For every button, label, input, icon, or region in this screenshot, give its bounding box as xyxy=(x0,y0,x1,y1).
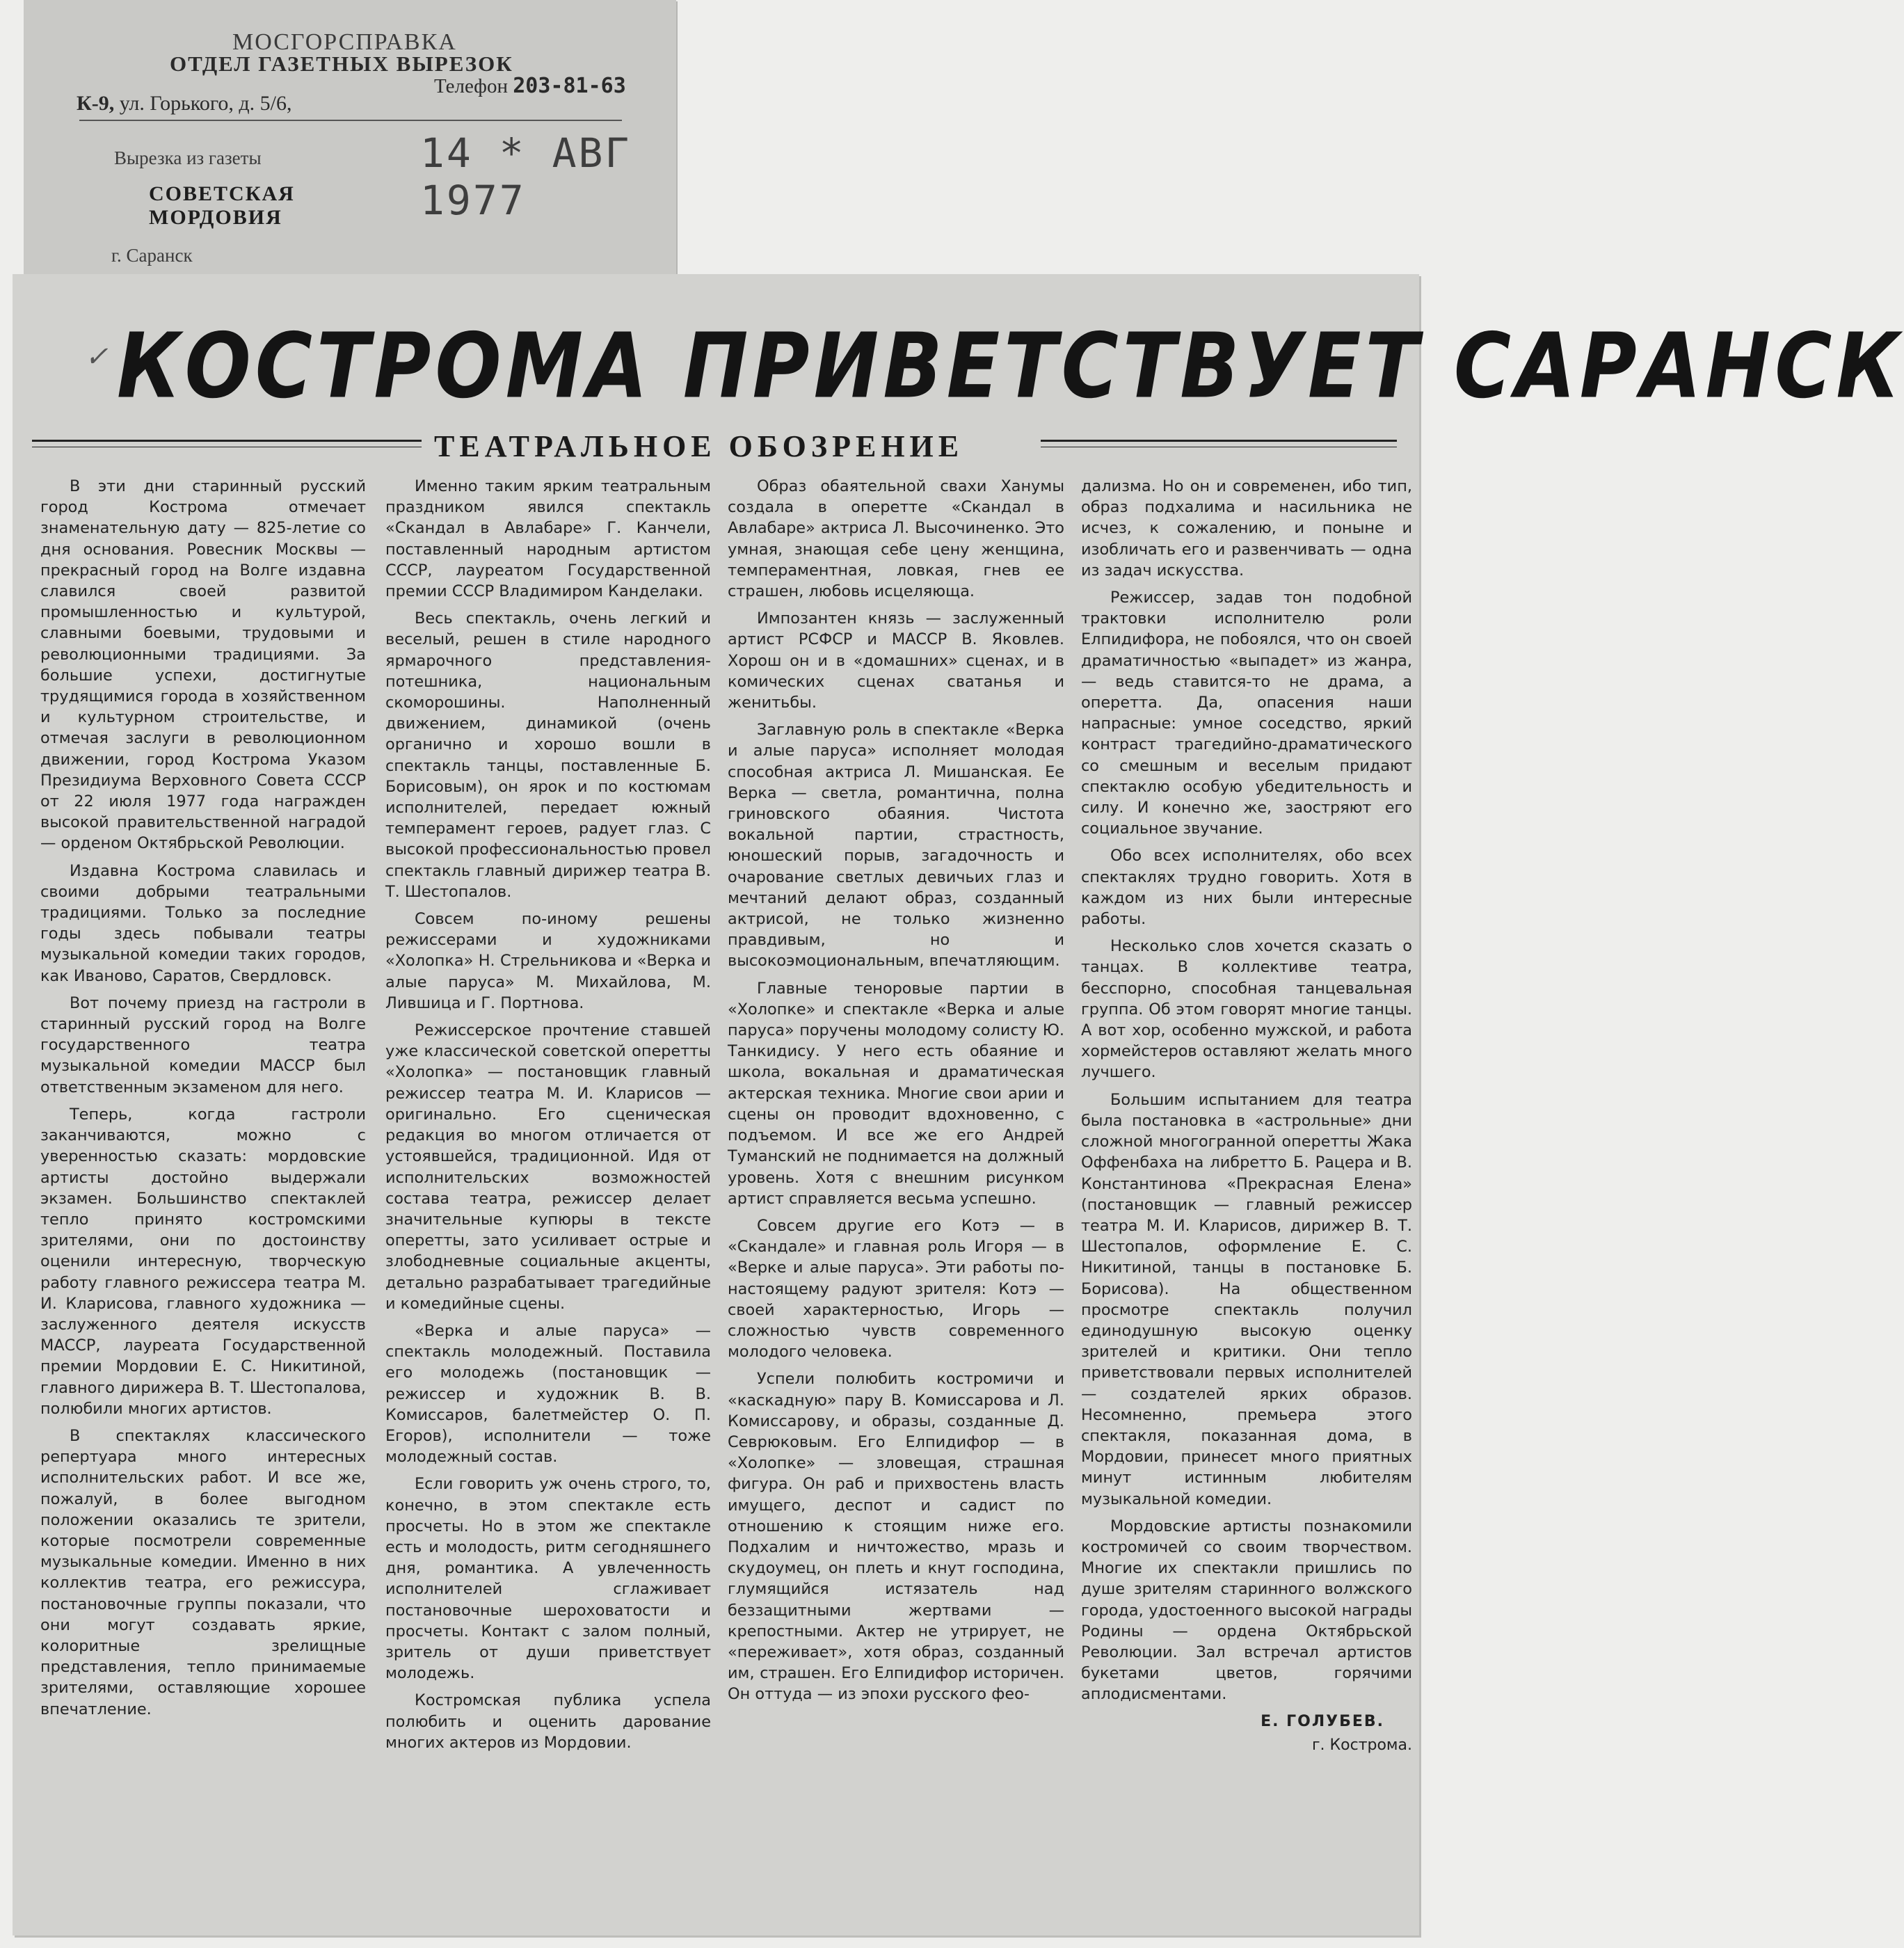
article-column-3 xyxy=(728,476,1064,1711)
date-stamp: 14 * АВГ 1977 xyxy=(420,129,632,224)
clipping-service-label xyxy=(24,0,676,280)
paragraph: Совсем другие его Котэ — в «Скандале» и главная роль Игоря — в «Верке и алые паруса». Эти работы по-настоящему радуют зрителя: Котэ — своей характерностью, Игорь — сложностью чувств современного молодого человека. xyxy=(728,1216,1064,1362)
checkmark-icon: ✓ xyxy=(85,342,109,372)
label-address-street: ул. Горького, д. 5/6, xyxy=(119,92,292,115)
newspaper-clipping xyxy=(13,274,1904,1935)
label-org: МОСГОРСПРАВКА xyxy=(232,29,457,55)
paragraph: Успели полюбить костромичи и «каскадную» пару В. Комиссарова и Л. Комиссарову, и образы, созданные Д. Севрюковым. Его Елпидифор — в «Холопке» — зловещая, страшная фигура. Он раб и прихвостень власть имущего, деспот и садист по отношению к стоящим ниже его. Подхалим и ничтожество, мразь и скудоумец, он плеть и кнут господина, глумящийся истязатель над беззащитными жертвами — крепостными. Актер не утрирует, не «переживает», хотя образ, созданный им, страшен. Его Елпидифор историчен. Он оттуда — из эпохи русского фео- xyxy=(728,1370,1064,1704)
paragraph: В эти дни старинный русский город Кострома отмечает знаменательную дату — 825-летие со дня основания. Ровесник Москвы — прекрасный город на Волге издавна славился своей развитой промышленностью и культурой, славными боевыми, трудовыми и революционными традициями. За большие успехи, достигнутые трудящимися города в хозяйственном и культурном строительстве, и отмечая заслуги в революционном движении, город Кострома Указом Президиума Верховного Совета СССР от 22 июля 1977 года награжден высокой правительственной наградой — орденом Октябрьской Революции. xyxy=(40,477,366,853)
paragraph: Большим испытанием для театра была постановка в «астрольные» дни сложной многогранной оперетты Жака Оффенбаха на либретто Б. Рацера и В. Константинова «Прекрасная Елена» (постановщик — главный режиссер театра М. И. Кларисов, дирижер В. Т. Шестопалов, оформление Е. С. Никитиной, танцы в постановке Б. Борисова). На общественном просмотре спектакль получил единодушную высокую оценку зрителей и критики. Они тепло приветствовали первых исполнителей — создателей ярких образов. Несомненно, премьера этого спектакля, показанная дома, в Мордовии, принесет много приятных минут истинным любителям музыкальной комедии. xyxy=(1081,1090,1412,1508)
paragraph: Главные теноровые партии в «Холопке» и спектакле «Верка и алые паруса» поручены молодому солисту Ю. Танкидису. У него есть обаяние и школа, вокальная и драматическая актерская техника. Многие свои арии и сцены он проводит вдохновенно, с подъемом. И все же его Андрей Туманский не поднимается на должный уровень. Хотя с внешним рисунком артист справляется весьма успешно. xyxy=(728,979,1064,1208)
paragraph: Костромская публика успела полюбить и оценить дарование многих актеров из Мордовии. xyxy=(385,1691,711,1752)
label-phone-label: Телефон xyxy=(434,75,508,97)
paragraph: Импозантен князь — заслуженный артист РСФСР и МАССР В. Яковлев. Хорош он и в «домашних» сценах, и в комических сценах сватанья и женитьбы. xyxy=(728,609,1064,712)
rubric: ТЕАТРАЛЬНОЕ ОБОЗРЕНИЕ xyxy=(434,429,964,463)
paragraph: Весь спектакль, очень легкий и веселый, решен в стиле народного ярмарочного представления-потешника, национальным скоморошины. Наполненный движением, динамикой (очень органично и хорошо вошли в спектакль танцы, поставленные Б. Борисовым), он ярок и по костюмам исполнителей, передает южный темперамент героев, радует глаз. С высокой профессиональностью провел спектакль главный дирижер театра В. Т. Шестопалов. xyxy=(385,609,711,901)
paragraph: В спектаклях классического репертуара много интересных исполнительских работ. И все же, пожалуй, в более выгодном положении оказались те зрители, которые посмотрели современные музыкальные комедии. Именно в них коллектив театра, его режиссура, постановочные группы показали, что они могут создавать яркие, колоритные зрелищные представления, тепло принимаемые зрителями, оставляющие хорошее впечатление. xyxy=(40,1426,366,1718)
label-address-k: К-9, xyxy=(77,92,115,115)
label-dept: ОТДЕЛ ГАЗЕТНЫХ ВЫРЕЗОК xyxy=(170,51,513,76)
article-column-1 xyxy=(40,476,366,1726)
paragraph: Заглавную роль в спектакле «Верка и алые паруса» исполняет молодая способная актриса Л. Мишанская. Ее Верка — светла, романтична, полна гриновского обаяния. Чистота вокальной партии, страстность, юношеский порыв, загадочность и очарование светлых девичьих глаз и мечтаний делают образ, созданный актрисой, не только жизненно правдивым, но и высокоэмоциональным, впечатляющим. xyxy=(728,721,1064,971)
paragraph: Если говорить уж очень строго, то, конечно, в этом спектакле есть просчеты. Но в этом же спектакле есть и молодость, ритм сегодняшнего дня, романтика. А увлеченность исполнителей сглаживает постановочные шероховатости и просчеты. Контакт с залом полный, зритель от души приветствует молодежь. xyxy=(385,1475,711,1683)
paragraph: Вот почему приезд на гастроли в старинный русский город на Волге государственного театра музыкальной комедии МАССР был ответственным экзаменом для него. xyxy=(40,993,366,1096)
label-phone xyxy=(434,74,626,98)
rubric-rule-left xyxy=(32,440,422,442)
paragraph: Мордовские артисты познакомили костромичей со своим творчеством. Многие их спектакли пришлись по душе зрителям старинного волжского города, удостоенного высокой награды Родины — ордена Октябрьской Революции. Зал встречал артистов букетами цветов, горячими аплодисментами. xyxy=(1081,1517,1412,1704)
paragraph: Режиссер, задав тон подобной трактовки исполнителю роли Елпидифора, не побоялся, что он своей драматичностью «выпадет» из жанра, — ведь ставится-то не драма, а оперетта. Да, опасения наши напрасные: умное соседство, яркий контраст трагедийно-драматического со смешным и веселым придают спектаклю особую убедительность и силу. И конечно же, заостряют его социальное звучание. xyxy=(1081,589,1412,838)
label-phone-number: 203-81-63 xyxy=(513,74,626,98)
article-column-4 xyxy=(1081,476,1412,1756)
label-address xyxy=(77,92,292,115)
paragraph: Именно таким ярким театральным праздником явился спектакль «Скандал в Авлабаре» Г. Канчели, поставленный народным артистом СССР, лауреатом Государственной премии СССР Владимиром Канделаки. xyxy=(385,477,711,601)
paragraph: Совсем по-иному решены режиссерами и художниками «Холопка» Н. Стрельникова и «Верка и алые паруса» М. Михайлова, М. Лившица и Г. Портнова. xyxy=(385,910,711,1012)
article-column-2 xyxy=(385,476,711,1759)
rubric-bar xyxy=(32,429,1397,463)
paragraph: Издавна Кострома славилась и своими добрыми театральными традициями. Только за последние годы здесь побывали театры музыкальной комедии таких городов, как Иваново, Саратов, Свердловск. xyxy=(40,861,366,985)
paragraph: Обо всех исполнителях, обо всех спектаклях трудно говорить. Хотя в каждом из них были интересные работы. xyxy=(1081,847,1412,929)
author-city: г. Кострома. xyxy=(1311,1736,1412,1754)
headline: КОСТРОМА ПРИВЕТСТВУЕТ САРАНСК xyxy=(117,314,1904,419)
paragraph: дализма. Но он и современен, ибо тип, образ подхалима и насильника не исчез, к сожалению, и поныне и изобличать его и развенчивать — одна из задач искусства. xyxy=(1081,477,1412,580)
label-source: Вырезка из газеты xyxy=(114,147,262,168)
paragraph: Несколько слов хочется сказать о танцах. В коллективе театра, бесспорно, способная танцевальная группа. Об этом говорят многие танцы. А вот хор, особенно мужской, и работа хормейстеров оставляют желать много лучшего. xyxy=(1081,937,1412,1082)
rubric-rule-right xyxy=(1041,440,1397,442)
author-signature: Е. ГОЛУБЕВ. xyxy=(1261,1712,1384,1730)
paragraph: Теперь, когда гастроли заканчиваются, можно с уверенностью сказать: мордовские артисты достойно выдержали экзамен. Большинство спектаклей тепло принято костромскими зрителями, они по достоинству оценили интересную, творческую работу главного режиссера театра М. И. Кларисова, главного художника — заслуженного деятеля искусств МАССР, лауреата Государственной премии Мордовии Е. С. Никитиной, главного дирижера В. Т. Шестопалова, полюбили многих артистов. xyxy=(40,1105,366,1418)
label-city: г. Саранск xyxy=(111,245,193,266)
label-rule xyxy=(79,120,622,121)
paragraph: Режиссерское прочтение ставшей уже классической советской оперетты «Холопка» — постановщик главный режиссер театра М. И. Кларисов — оригинально. Его сценическая редакция во многом отличается от устоявшейся, традиционной. Идя от исполнительских возможностей состава театра, режиссер делает значительные купюры в тексте оперетты, зато усиливает острые и злободневные социальные акценты, детально разрабатывает трагедийные и комедийные сцены. xyxy=(385,1021,711,1313)
newspaper-name-line1: СОВЕТСКАЯ xyxy=(149,182,295,205)
paragraph: Образ обаятельной свахи Ханумы создала в оперетте «Скандал в Авлабаре» актриса Л. Высочиненко. Это умная, знающая себе цену женщина, темпераментная, ловкая, гнев ее страшен, любовь исцеляюща. xyxy=(728,477,1064,601)
newspaper-name-line2: МОРДОВИЯ xyxy=(149,206,282,229)
paragraph: «Верка и алые паруса» — спектакль молодежный. Поставила его молодежь (постановщик — режиссер и художник В. В. Комиссаров, балетмейстер О. П. Егоров), исполнители — тоже молодежный состав. xyxy=(385,1321,711,1467)
